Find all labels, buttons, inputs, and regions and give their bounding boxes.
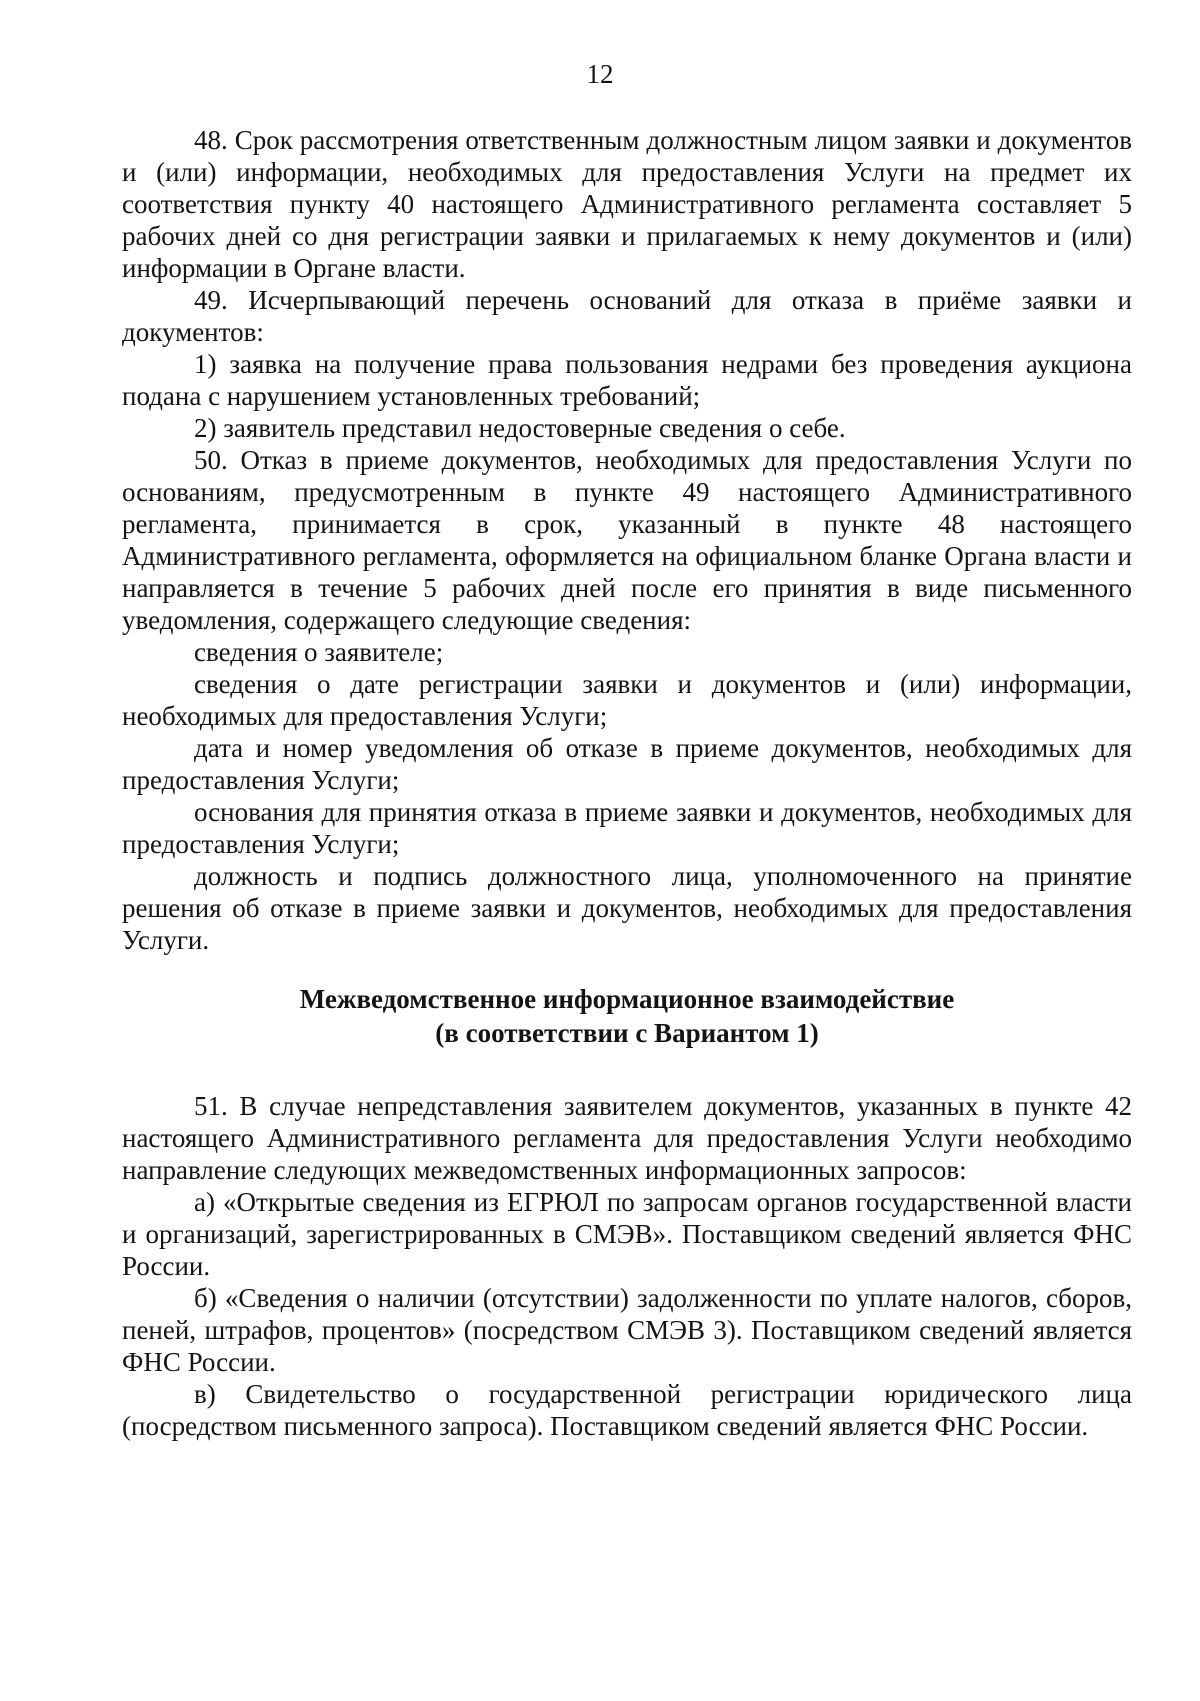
paragraph-50-item-signature: должность и подпись должностного лица, уполномоченного на принятие решения об отказе в приеме заявки и документов, необходимых для предоставления Услуги. [122, 861, 1132, 955]
paragraph-51-item-b: б) «Сведения о наличии (отсутствии) задолженности по уплате налогов, сборов, пеней, штрафов, процентов» (посредством СМЭВ 3). Поставщиком сведений является ФНС России. [122, 1283, 1132, 1377]
paragraph-51-item-a: а) «Открытые сведения из ЕГРЮЛ по запросам органов государственной власти и организаций, зарегистрированных в СМЭВ». Поставщиком сведений является ФНС России. [122, 1187, 1132, 1281]
paragraph-50: 50. Отказ в приеме документов, необходимых для предоставления Услуги по основаниям, предусмотренным в пункте 49 настоящего Административного регламента, принимается в срок, указанный в пункте 48 настоящего Административного регламента, оформляется на официальном бланке Органа власти и направляется в течение 5 рабочих дней после его принятия в виде письменного уведомления, содержащего следующие сведения: [122, 445, 1132, 635]
document-body [122, 124, 1132, 1442]
paragraph-51-item-c: в) Свидетельство о государственной регистрации юридического лица (посредством письменного запроса). Поставщиком сведений является ФНС России. [122, 1379, 1132, 1441]
paragraph-50-item-grounds: основания для принятия отказа в приеме заявки и документов, необходимых для предоставления Услуги; [122, 797, 1132, 859]
section-heading [122, 956, 1132, 1090]
paragraph-51: 51. В случае непредставления заявителем документов, указанных в пункте 42 настоящего Административного регламента для предоставления Услуги необходимо направление следующих межведомственных информационных запросов: [122, 1091, 1132, 1185]
paragraph-49-item-1: 1) заявка на получение права пользования недрами без проведения аукциона подана с нарушением установленных требований; [122, 349, 1132, 411]
paragraph-50-item-notice-number: дата и номер уведомления об отказе в приеме документов, необходимых для предоставления Услуги; [122, 733, 1132, 795]
paragraph-50-item-applicant: сведения о заявителе; [194, 637, 444, 667]
section-heading-line-1: Межведомственное информационное взаимодействие [299, 984, 955, 1014]
section-heading-line-2: (в соответствии с Вариантом 1) [435, 1018, 819, 1048]
paragraph-49: 49. Исчерпывающий перечень оснований для отказа в приёме заявки и документов: [122, 285, 1132, 347]
page-number: 12 [586, 59, 614, 89]
paragraph-49-item-2: 2) заявитель представил недостоверные сведения о себе. [194, 413, 846, 443]
paragraph-48: 48. Срок рассмотрения ответственным должностным лицом заявки и документов и (или) информации, необходимых для предоставления Услуги на предмет их соответствия пункту 40 настоящего Административного регламента составляет 5 рабочих дней со дня регистрации заявки и прилагаемых к нему документов и (или) информации в Органе власти. [122, 125, 1132, 283]
paragraph-50-item-registration-date: сведения о дате регистрации заявки и документов и (или) информации, необходимых для предоставления Услуги; [122, 669, 1132, 731]
